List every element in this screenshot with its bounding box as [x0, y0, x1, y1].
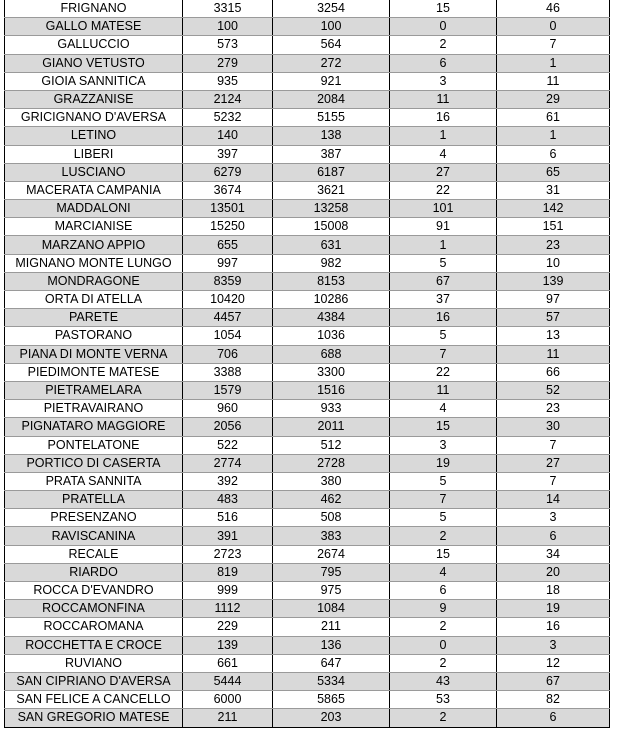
value-cell: 5334 — [273, 672, 390, 690]
value-cell: 1 — [497, 54, 610, 72]
table-row — [5, 454, 610, 472]
table-row — [5, 418, 610, 436]
value-cell: 91 — [390, 218, 497, 236]
value-cell: 2728 — [273, 454, 390, 472]
value-cell: 15008 — [273, 218, 390, 236]
municipality-name-cell: ROCCAMONFINA — [5, 600, 183, 618]
value-cell: 933 — [273, 400, 390, 418]
table-row — [5, 563, 610, 581]
municipality-name-cell: LETINO — [5, 127, 183, 145]
value-cell: 483 — [183, 491, 273, 509]
value-cell: 921 — [273, 72, 390, 90]
table-row — [5, 472, 610, 490]
value-cell: 522 — [183, 436, 273, 454]
municipality-name-cell: RIARDO — [5, 563, 183, 581]
value-cell: 380 — [273, 472, 390, 490]
table-body — [5, 0, 610, 727]
value-cell: 6279 — [183, 163, 273, 181]
value-cell: 982 — [273, 254, 390, 272]
table-row — [5, 127, 610, 145]
value-cell: 23 — [497, 236, 610, 254]
value-cell: 30 — [497, 418, 610, 436]
municipality-name-cell: PRESENZANO — [5, 509, 183, 527]
value-cell: 4457 — [183, 309, 273, 327]
value-cell: 34 — [497, 545, 610, 563]
value-cell: 391 — [183, 527, 273, 545]
value-cell: 5444 — [183, 672, 273, 690]
value-cell: 508 — [273, 509, 390, 527]
value-cell: 13501 — [183, 200, 273, 218]
value-cell: 151 — [497, 218, 610, 236]
value-cell: 15 — [390, 545, 497, 563]
value-cell: 97 — [497, 291, 610, 309]
value-cell: 573 — [183, 36, 273, 54]
table-row — [5, 582, 610, 600]
municipality-name-cell: MONDRAGONE — [5, 272, 183, 290]
municipality-name-cell: ROCCHETTA E CROCE — [5, 636, 183, 654]
table-row — [5, 600, 610, 618]
value-cell: 7 — [390, 345, 497, 363]
value-cell: 272 — [273, 54, 390, 72]
value-cell: 795 — [273, 563, 390, 581]
municipality-name-cell: PASTORANO — [5, 327, 183, 345]
value-cell: 100 — [183, 18, 273, 36]
municipality-name-cell: PIGNATARO MAGGIORE — [5, 418, 183, 436]
value-cell: 999 — [183, 582, 273, 600]
value-cell: 1112 — [183, 600, 273, 618]
municipality-name-cell: RUVIANO — [5, 654, 183, 672]
value-cell: 3 — [497, 509, 610, 527]
value-cell: 139 — [183, 636, 273, 654]
municipality-name-cell: GIOIA SANNITICA — [5, 72, 183, 90]
value-cell: 22 — [390, 181, 497, 199]
municipality-name-cell: GIANO VETUSTO — [5, 54, 183, 72]
value-cell: 11 — [390, 381, 497, 399]
value-cell: 0 — [390, 636, 497, 654]
value-cell: 512 — [273, 436, 390, 454]
value-cell: 1 — [390, 127, 497, 145]
value-cell: 229 — [183, 618, 273, 636]
value-cell: 975 — [273, 582, 390, 600]
value-cell: 67 — [390, 272, 497, 290]
value-cell: 3300 — [273, 363, 390, 381]
municipality-name-cell: PONTELATONE — [5, 436, 183, 454]
value-cell: 61 — [497, 109, 610, 127]
value-cell: 6 — [497, 145, 610, 163]
value-cell: 27 — [497, 454, 610, 472]
value-cell: 52 — [497, 381, 610, 399]
value-cell: 65 — [497, 163, 610, 181]
value-cell: 10 — [497, 254, 610, 272]
municipality-name-cell: GRAZZANISE — [5, 90, 183, 108]
municipality-name-cell: SAN FELICE A CANCELLO — [5, 691, 183, 709]
value-cell: 8153 — [273, 272, 390, 290]
value-cell: 1036 — [273, 327, 390, 345]
table-row — [5, 400, 610, 418]
value-cell: 23 — [497, 400, 610, 418]
value-cell: 4 — [390, 563, 497, 581]
table-row — [5, 654, 610, 672]
municipality-name-cell: PIETRAVAIRANO — [5, 400, 183, 418]
value-cell: 387 — [273, 145, 390, 163]
value-cell: 3 — [390, 436, 497, 454]
municipality-name-cell: PRATA SANNITA — [5, 472, 183, 490]
value-cell: 279 — [183, 54, 273, 72]
value-cell: 82 — [497, 691, 610, 709]
value-cell: 16 — [390, 309, 497, 327]
value-cell: 139 — [497, 272, 610, 290]
table-row — [5, 291, 610, 309]
value-cell: 15 — [390, 418, 497, 436]
value-cell: 10420 — [183, 291, 273, 309]
table-row — [5, 527, 610, 545]
table-row — [5, 181, 610, 199]
value-cell: 1084 — [273, 600, 390, 618]
table-row — [5, 363, 610, 381]
value-cell: 66 — [497, 363, 610, 381]
municipality-name-cell: RECALE — [5, 545, 183, 563]
municipality-name-cell: PIEDIMONTE MATESE — [5, 363, 183, 381]
table-row — [5, 218, 610, 236]
table-row — [5, 109, 610, 127]
value-cell: 12 — [497, 654, 610, 672]
municipality-name-cell: MARCIANISE — [5, 218, 183, 236]
value-cell: 1516 — [273, 381, 390, 399]
table-row — [5, 672, 610, 690]
municipality-name-cell: FRIGNANO — [5, 0, 183, 18]
value-cell: 6 — [497, 709, 610, 727]
municipality-name-cell: GRICIGNANO D'AVERSA — [5, 109, 183, 127]
value-cell: 138 — [273, 127, 390, 145]
value-cell: 67 — [497, 672, 610, 690]
municipality-name-cell: LUSCIANO — [5, 163, 183, 181]
value-cell: 935 — [183, 72, 273, 90]
value-cell: 2011 — [273, 418, 390, 436]
value-cell: 5 — [390, 509, 497, 527]
value-cell: 997 — [183, 254, 273, 272]
value-cell: 27 — [390, 163, 497, 181]
table-row — [5, 145, 610, 163]
municipality-name-cell: GALLO MATESE — [5, 18, 183, 36]
table-row — [5, 36, 610, 54]
table-row — [5, 345, 610, 363]
municipality-name-cell: MARZANO APPIO — [5, 236, 183, 254]
value-cell: 211 — [273, 618, 390, 636]
table-row — [5, 254, 610, 272]
value-cell: 9 — [390, 600, 497, 618]
municipality-data-table — [4, 0, 610, 728]
table-row — [5, 0, 610, 18]
value-cell: 1 — [390, 236, 497, 254]
value-cell: 1054 — [183, 327, 273, 345]
value-cell: 10286 — [273, 291, 390, 309]
value-cell: 3315 — [183, 0, 273, 18]
table-row — [5, 491, 610, 509]
value-cell: 2056 — [183, 418, 273, 436]
value-cell: 46 — [497, 0, 610, 18]
value-cell: 3 — [390, 72, 497, 90]
value-cell: 2 — [390, 709, 497, 727]
value-cell: 462 — [273, 491, 390, 509]
municipality-name-cell: PARETE — [5, 309, 183, 327]
municipality-name-cell: MACERATA CAMPANIA — [5, 181, 183, 199]
value-cell: 7 — [497, 472, 610, 490]
value-cell: 13 — [497, 327, 610, 345]
table-row — [5, 18, 610, 36]
value-cell: 11 — [497, 345, 610, 363]
table-row — [5, 72, 610, 90]
value-cell: 43 — [390, 672, 497, 690]
table-row — [5, 309, 610, 327]
value-cell: 397 — [183, 145, 273, 163]
table-row — [5, 436, 610, 454]
value-cell: 100 — [273, 18, 390, 36]
table-row — [5, 691, 610, 709]
value-cell: 53 — [390, 691, 497, 709]
table-row — [5, 327, 610, 345]
value-cell: 6 — [390, 54, 497, 72]
value-cell: 655 — [183, 236, 273, 254]
value-cell: 4 — [390, 145, 497, 163]
value-cell: 15250 — [183, 218, 273, 236]
value-cell: 960 — [183, 400, 273, 418]
value-cell: 140 — [183, 127, 273, 145]
value-cell: 6000 — [183, 691, 273, 709]
table-row — [5, 709, 610, 727]
municipality-name-cell: GALLUCCIO — [5, 36, 183, 54]
value-cell: 37 — [390, 291, 497, 309]
table-row — [5, 381, 610, 399]
value-cell: 6 — [497, 527, 610, 545]
value-cell: 647 — [273, 654, 390, 672]
value-cell: 211 — [183, 709, 273, 727]
value-cell: 2 — [390, 36, 497, 54]
municipality-name-cell: PIANA DI MONTE VERNA — [5, 345, 183, 363]
value-cell: 7 — [390, 491, 497, 509]
value-cell: 383 — [273, 527, 390, 545]
municipality-name-cell: MIGNANO MONTE LUNGO — [5, 254, 183, 272]
table-row — [5, 163, 610, 181]
value-cell: 3674 — [183, 181, 273, 199]
value-cell: 2 — [390, 527, 497, 545]
value-cell: 4384 — [273, 309, 390, 327]
value-cell: 2774 — [183, 454, 273, 472]
value-cell: 101 — [390, 200, 497, 218]
value-cell: 3254 — [273, 0, 390, 18]
value-cell: 6 — [390, 582, 497, 600]
value-cell: 564 — [273, 36, 390, 54]
value-cell: 19 — [390, 454, 497, 472]
value-cell: 18 — [497, 582, 610, 600]
municipality-name-cell: PRATELLA — [5, 491, 183, 509]
table-row — [5, 272, 610, 290]
value-cell: 2084 — [273, 90, 390, 108]
value-cell: 11 — [497, 72, 610, 90]
municipality-name-cell: PIETRAMELARA — [5, 381, 183, 399]
value-cell: 11 — [390, 90, 497, 108]
municipality-name-cell: ROCCAROMANA — [5, 618, 183, 636]
value-cell: 1 — [497, 127, 610, 145]
value-cell: 5 — [390, 472, 497, 490]
table-row — [5, 545, 610, 563]
value-cell: 706 — [183, 345, 273, 363]
value-cell: 3621 — [273, 181, 390, 199]
value-cell: 136 — [273, 636, 390, 654]
municipality-name-cell: RAVISCANINA — [5, 527, 183, 545]
value-cell: 5 — [390, 254, 497, 272]
value-cell: 2 — [390, 654, 497, 672]
municipality-name-cell: PORTICO DI CASERTA — [5, 454, 183, 472]
table-row — [5, 54, 610, 72]
value-cell: 516 — [183, 509, 273, 527]
value-cell: 22 — [390, 363, 497, 381]
value-cell: 392 — [183, 472, 273, 490]
municipality-name-cell: SAN CIPRIANO D'AVERSA — [5, 672, 183, 690]
value-cell: 7 — [497, 36, 610, 54]
value-cell: 4 — [390, 400, 497, 418]
table-row — [5, 236, 610, 254]
value-cell: 819 — [183, 563, 273, 581]
value-cell: 5 — [390, 327, 497, 345]
table-row — [5, 636, 610, 654]
value-cell: 142 — [497, 200, 610, 218]
value-cell: 631 — [273, 236, 390, 254]
table-row — [5, 90, 610, 108]
value-cell: 2723 — [183, 545, 273, 563]
municipality-name-cell: ORTA DI ATELLA — [5, 291, 183, 309]
table-row — [5, 618, 610, 636]
municipality-name-cell: ROCCA D'EVANDRO — [5, 582, 183, 600]
value-cell: 6187 — [273, 163, 390, 181]
value-cell: 13258 — [273, 200, 390, 218]
value-cell: 2124 — [183, 90, 273, 108]
value-cell: 15 — [390, 0, 497, 18]
value-cell: 29 — [497, 90, 610, 108]
table-row — [5, 200, 610, 218]
municipality-name-cell: LIBERI — [5, 145, 183, 163]
value-cell: 5865 — [273, 691, 390, 709]
value-cell: 5155 — [273, 109, 390, 127]
value-cell: 5232 — [183, 109, 273, 127]
value-cell: 31 — [497, 181, 610, 199]
value-cell: 0 — [390, 18, 497, 36]
municipality-name-cell: MADDALONI — [5, 200, 183, 218]
value-cell: 203 — [273, 709, 390, 727]
value-cell: 1579 — [183, 381, 273, 399]
value-cell: 57 — [497, 309, 610, 327]
municipality-name-cell: SAN GREGORIO MATESE — [5, 709, 183, 727]
value-cell: 2674 — [273, 545, 390, 563]
value-cell: 14 — [497, 491, 610, 509]
value-cell: 3388 — [183, 363, 273, 381]
value-cell: 19 — [497, 600, 610, 618]
value-cell: 7 — [497, 436, 610, 454]
value-cell: 16 — [497, 618, 610, 636]
value-cell: 2 — [390, 618, 497, 636]
value-cell: 16 — [390, 109, 497, 127]
value-cell: 3 — [497, 636, 610, 654]
table-row — [5, 509, 610, 527]
value-cell: 0 — [497, 18, 610, 36]
value-cell: 688 — [273, 345, 390, 363]
value-cell: 8359 — [183, 272, 273, 290]
value-cell: 661 — [183, 654, 273, 672]
value-cell: 20 — [497, 563, 610, 581]
